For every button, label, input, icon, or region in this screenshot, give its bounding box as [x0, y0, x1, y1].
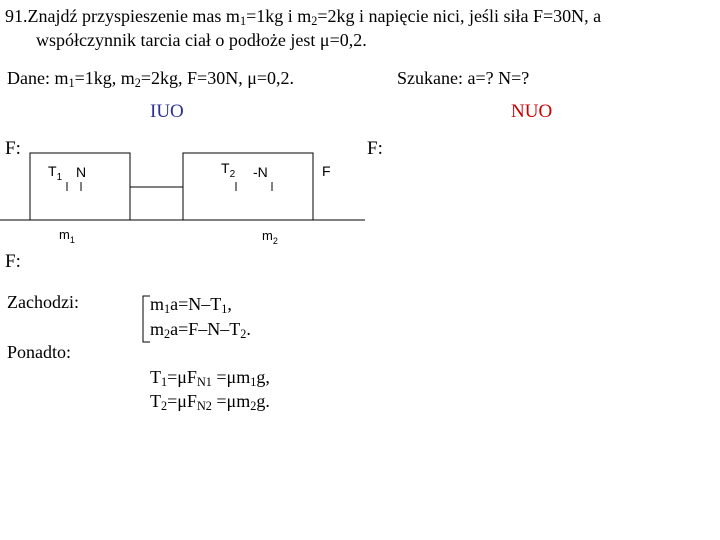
moreover-label: Ponadto: — [7, 342, 72, 362]
occurs-label: Zachodzi: — [7, 292, 79, 312]
block-m2 — [183, 153, 313, 220]
mu-symbol: μ — [319, 30, 330, 50]
equations-brace — [143, 296, 150, 342]
label-t1: $T_1$ — [48, 163, 63, 183]
equation-m1: $m_1a=N-T_1$, — [150, 294, 232, 317]
problem-text-1: Znajdź przyspieszenie mas m — [27, 6, 240, 26]
inertial-frame-label: IUO — [150, 101, 184, 122]
label-t2: $T_2$ — [221, 160, 236, 180]
sought-values: Szukane: a=? N=? — [397, 68, 530, 88]
label-m2: $m_2$ — [262, 228, 278, 246]
problem-number: 91. — [5, 6, 28, 26]
problem-line-1: 91.Znajdź przyspieszenie mas $m_1=1kg$ i $m_2=2kg$ i napięcie nici, jeśli siła F=30N, a — [5, 6, 602, 29]
label-m1: $m_1$ — [59, 227, 75, 245]
given-data: Dane: $m_1=1kg$, $m_2=2kg$, F=30N, μ=0,2. — [7, 68, 295, 91]
label-minus-n: -N — [253, 164, 268, 180]
equation-m2: $m_2a=F-N-T_2$. — [150, 319, 251, 342]
label-f: F — [322, 163, 331, 179]
problem-line-2: współczynnik tarcia ciał o podłoże jest μ=0,2. — [36, 30, 367, 50]
forces-label-right: F: — [367, 138, 383, 159]
forces-label-left: F: — [5, 138, 21, 159]
forces-label-bottom: F: — [5, 251, 21, 272]
friction-eq-1: $T_1=\mu F_{N1} =\mu m_1g$, — [150, 367, 270, 390]
noninertial-frame-label: NUO — [511, 101, 553, 122]
label-n: N — [76, 164, 87, 180]
friction-eq-2: $T_2=\mu F_{N2} =\mu m_2g$. — [150, 391, 270, 414]
